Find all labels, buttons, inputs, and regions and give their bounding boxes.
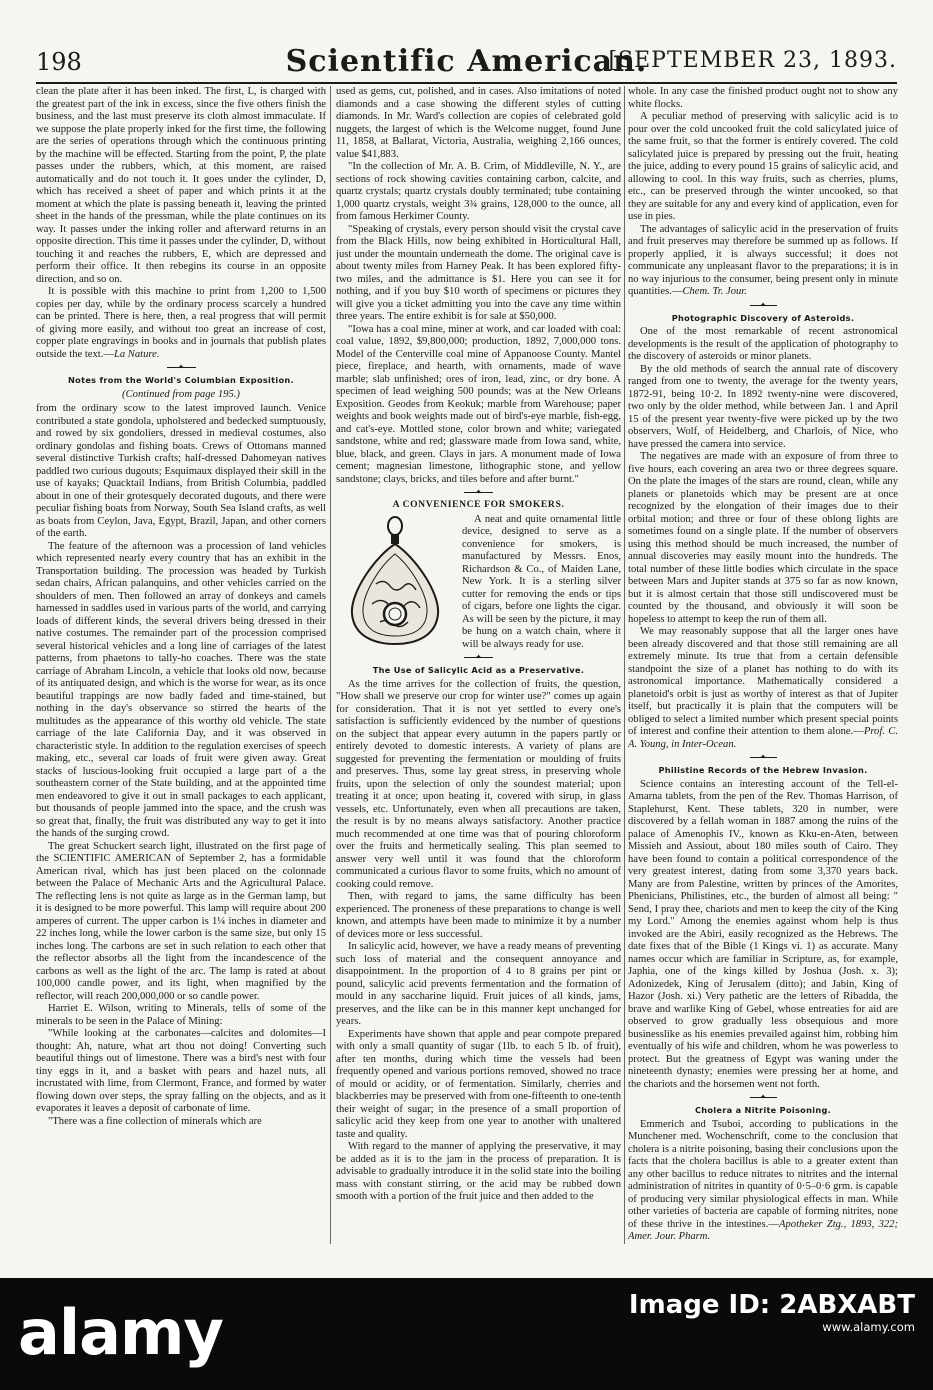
column-divider [624, 86, 625, 1244]
paragraph: The negatives are made with an exposure of from three to five hours, each covering an area two or three degrees square. On the plate the images of the stars are round, clean, while any planets or planetoids which may be present are at once recognized by the elongation of their images due to their orbital motion; and three or four of these oblong lights are sometimes found on a single plate. If the number of observers using this method should be much increased, the number of annual discoveries may easily mount into the hundreds. The total number of these little bodies which circulate in the space between Mars and Jupiter stands at 375 so far as now known, but it is almost certain that those still undiscovered must be counted by the thousand, and obviously it will soon be hopeless to attempt to keep the run of them all. [628, 451, 898, 625]
divider-ornament [628, 301, 898, 310]
divider-ornament [628, 1093, 898, 1102]
paragraph: "Speaking of crystals, every person should visit the crystal cave from the Black Hills, now being exhibited in Horticultural Hall, just under the mountain underneath the dome. The original cave is about twenty miles from Harney Peak. It has been explored fifty-two miles, and the admittance is $1. Here you can see it for nothing, and if you buy $10 worth of specimens or pictures they will give you a ticket admitting you into the cave any time within three years. The entire exhibit is for sale at $50,000. [336, 223, 621, 322]
paragraph: The advantages of salicylic acid in the preservation of fruits and fruit preserves may therefore be summed up as follows. If properly applied, it is always successful; it does not communicate any unpleasant flavor to the preparations; it is in no way injurious to the consumer, being present only in minute quantities.—Chem. Tr. Jour. [628, 223, 898, 297]
article-heading: Cholera a Nitrite Poisoning. [694, 1105, 832, 1115]
paragraph: Experiments have shown that apple and pear compote prepared with only a small quantity of sugar (1lb. to each 5 lb. of fruit), after ten months, during which time the vessels had been frequently opened and various portions removed, showed no trace of mould or acidity, or of fermentation. Similarly, cherries and blackberries may be preserved with from one-fifteenth to one-tenth their weight of sugar; in the presence of a small proportion of salicylic acid they keep from one year to another with unaltered taste and quality. [336, 1028, 621, 1140]
article-heading: Photographic Discovery of Asteroids. [671, 312, 855, 323]
paragraph: Emmerich and Tsuboi, according to publications in the Munchener med. Wochenschrift, come to the conclusion that cholera is a nitrite poisoning, basing their conclusions upon the facts that the cholera bacillus is able to a greater extent than any other bacillus to reduce nitrates to nitrites and the internal administration of nitrites in quantity of 0·5–0·6 grm. is capable of producing very similar physiological effects in man. While other varieties of bacteria are capable of forming nitrites, none of these thrive in the intestines.—Apotheker Ztg., 1893, 322; Amer. Jour. Pharm. [628, 1118, 898, 1242]
issue-date: [SEPTEMBER 23, 1893. [608, 48, 897, 73]
paragraph: A peculiar method of preserving with salicylic acid is to pour over the cold uncooked fruit the cold salicylated juice of the same fruit, so that the former is entirely covered. The cold salicylated juice is prepared by pressing out the fruit, heating the juice, adding to every pound 15 grains of salicylic acid, and allowing to cool. In this way fruits, such as cherries, plums, etc., can be preserved through the winter uncooked, so that they are suitable for any and every kind of application, even for use in pies. [628, 111, 898, 222]
source-citation: Chem. Tr. Jour. [682, 286, 747, 297]
site-url: www.alamy.com [822, 1320, 915, 1334]
paragraph: "In the collection of Mr. A. B. Crim, of Middleville, N. Y., are sections of rock showing cavities containing carbon, calcite, and quartz crystals; quartz crystals doubly terminated; tube containing 1,000 quartz crystals, weight 3¾ grains, 128,000 to the ounce, all from famous Herkimer County. [336, 161, 621, 222]
masthead: Scientific American. [285, 44, 648, 79]
paragraph: By the old methods of search the annual rate of discovery ranged from one to twenty, the average for the twenty years, 1872-91, being 10·2. In 1892 twenty-nine were discovered, two only by the older method, while between Jan. 1 and April 15 of the present year twenty-five were picked up by the two observers, Wolf, of Heidelberg, and Charlois, of Nice, who have pressed the camera into service. [628, 363, 898, 450]
paragraph: used as gems, cut, polished, and in cases. Also imitations of noted diamonds and a case showing the different styles of cutting diamonds. In Mr. Ward's collection are copies of celebrated gold nuggets, the largest of which is the Welcome nugget, found June 11, 1858, at Ballarat, Victoria, Australia, weighing 2,166 ounces, value $41,883. [336, 86, 621, 160]
paragraph: One of the most remarkable of recent astronomical developments is the result of the application of photography to the discovery of asteroids or minor planets. [628, 326, 898, 362]
header-rule [36, 82, 897, 84]
divider-ornament [336, 653, 621, 662]
paragraph: "There was a fine collection of minerals which are [48, 1115, 262, 1127]
stock-photo-banner [0, 1278, 933, 1390]
page-header [36, 44, 897, 80]
alamy-logo: alamy [18, 1296, 223, 1369]
column-2 [336, 86, 621, 1246]
cigar-cutter-illustration [336, 514, 454, 646]
paragraph: Then, with regard to jams, the same difficulty has been experienced. The proneness of these preparations to change is well known, and attempts have been made to minimize it by a number of devices more or less successful. [336, 891, 621, 940]
paragraph: Science contains an interesting account of the Tell-el-Amarna tablets, from the pen of the Rev. Thomas Harrison, of Staplehurst, Kent. These tablets, 320 in number, were discovered by a fellah woman in 1887 among the ruins of the palace of Amenophis IV., known as Kku-en-Aten, between Missieh and Assiout, about 180 miles south of Cairo. They have been found to contain a political correspondence of the very greatest interest, dating from some 3,370 years back. Many are from Palestine, written by princes of the Amorites, Phenicians, Philistines, etc., the burden of almost all being: " Send, I pray thee, chariots and men to keep the city of the King my Lord." Among the enemies against whom help is thus invoked are the Abiri, easily recognized as the Hebrews. The date fixes that of the Bible (1 Kings vi. 1) as accurate. Many names occur which are familiar in Scripture, as, for example, Japhia, one of the kings killed by Joshua (Josh. x. 3); Adonizedek, King of Jerusalem (ditto); and Jabin, King of Hazor (Josh. xi.) Very pathetic are the letters of Ribadda, the brave and warlike King of Gebel, whose entreaties for aid are observed to grow gradually less obsequious and more businesslike as his enemies prevailed against him, robbing him eventually of his wife and children, whom he was powerless to protect. But the greatness of Egypt was waning under the nineteenth dynasty; enemies were pressing her at home, and the chariots and the horsemen went not forth. [628, 778, 898, 1090]
cigar-cutter-icon [336, 514, 454, 646]
source-citation: La Nature. [113, 348, 160, 360]
paragraph: "While looking at the carbonates—calcites and dolomites—I thought: Ah, nature, what art thou not doing! Converting such beautiful things out of limestone. There was a bird's nest with four tiny eggs in it, and a basket with pears and hazel nuts, all incrustated with lime, from Clermont, France, and formed by water flowing down over steps, the spray falling on the objects, and as it evaporates it leaves a deposit of carbonate of lime. [36, 1028, 326, 1114]
paragraph: The feature of the afternoon was a procession of land vehicles which represented nearly every country that has an exhibit in the Transportation building. The procession was headed by Turkish sedan chairs, African palanquins, and other vehicles carried on the shoulders of men. Then followed an array of donkeys and camels harnessed in saddles used in various parts of the world, and carrying loads of different kinds, the several drivers being dressed in their native costumes. The remainder part of the procession comprised several historical vehicles and a long line of carriages of the latest patterns, from phaetons to tally-ho coaches. There was the state carriage of Abraham Lincoln, a vehicle that looks old now, because of its antiquated design, and which is the worse for wear, as its once beautiful trappings are now badly faded and time-stained, but nothing in the day's observance so stirred the hearts of the multitudes as the appearance of this worthy old vehicle. The state carriage of the late California Day, and it was observed in characteristic style. In addition to the regulation exercises of speech making, etc., several car loads of fruit were given away. Great stacks of luscious-looking fruit occupied a large part of a the southeastern corner of the State building, and at the appointed time men endeavored to give it out in small packages to each applicant, but thousands of people jammed into the space, and the crush was so great that, finally, the fruit was distributed any way to get it into the hands of the surging crowd. [36, 540, 326, 839]
column-3 [628, 86, 898, 1246]
column-1 [36, 86, 326, 1246]
paragraph: The great Schuckert search light, illustrated on the first page of the SCIENTIFIC AMERICAN of September 2, has a formidable American rival, which has just been placed on the colonnade between the Palace of Mechanic Arts and the Agricultural Palace. The reflecting lens is not quite as large as in the German lamp, but it is designed to be more powerful. This lamp will require about 200 amperes of current. The upper carbon is 1¼ inches in diameter and 22 inches long, while the lower carbon is the same size, but only 15 inches long. The carbons are set in such relation to each other that the reflector absorbs all the light from the incandescence of the carbons as well as the light of the arc. The lamp is rated at about 100,000 candle power, and its light, when magnified by the reflector, will reach 200,000,000 or so candle power. [36, 840, 326, 1002]
article-heading: A CONVENIENCE FOR SMOKERS. [392, 499, 565, 510]
paragraph: "Iowa has a coal mine, miner at work, and car loaded with coal: coal value, 1892, $9,800,000; production, 1892, 7,000,000 tons. Model of the Centerville coal mine of Appanoose County. Mantel piece, fireplace, and hearth, with ornaments, made of wave marble; slab unfinished; ores of iron, lead, zinc, or dry bone. A specimen of lead weighing 500 pounds; was at the New Orleans Exposition. Geodes from Keokuk; marble from Warehouse; paper weights and book weights made out of bird's-eye marble, fish-egg, and cat's-eye. Mottled stone, color brown and white; variegated sandstone, white and red; glassware made from Iowa sand, white, blue, black, and green. Clays in jars. A monument made of Iowa cement; magnesian limestone, lithographic stone, and yellow sandstone; clays, bricks, and tiles before and after burnt." [336, 323, 621, 485]
article-heading: The Use of Salicylic Acid as a Preservative. [372, 665, 585, 675]
paragraph: As the time arrives for the collection of fruits, the question, "How shall we preserve our crop for winter use?" comes up again for consideration. That it is not yet settled to every one's satisfaction is sufficiently evidenced by the number of questions on the subject that appear every autumn in the papers partly or entirely devoted to domestic interests. A variety of plans are suggested for preventing the fermentation or moulding of fruits and preserves. Thus, some lay great stress, in preserving whole fruits, upon the selection of only the soundest material; upon treating it at once; upon heating it, covered with sirup, in glass vessels, etc. Unfortunately, even when all precautions are taken, the result is by no means always satisfactory. Another practice much recommended at one time was that of pouring chloroform over the fruits and hermetically sealing. This plan seemed to answer very well until it was found that the chloroform communicated a curious flavor to some fruits, which no amount of cooking could remove. [336, 678, 621, 890]
article-heading: Notes from the World's Columbian Exposition. [68, 375, 294, 385]
divider-ornament [336, 488, 621, 497]
page-number: 198 [36, 48, 82, 76]
paragraph: from the ordinary scow to the latest improved launch. Venice contributed a state gondola, upholstered and bedecked sumptuously, and rowed by six gondoliers, dressed in medieval costumes, also ordinary gondolas and fishing boats. Crews of Ottomans manned several distinctive Turkish crafts; half-dressed Dahomeyan natives paddled two curious dugouts; Esquimaux displayed their skill in the use of kayaks; Quacktail Indians, from British Columbia, paddled about in one of their grotesquely decorated dugouts, and there were peculiar fishing boats from Norway, South Sea Island crafts, as well as boats from Ceylon, Java, Egypt, Brazil, Japan, and other corners of the earth. [36, 403, 326, 539]
stock-image-info [629, 1290, 915, 1335]
paragraph: whole. In any case the finished product ought not to show any white flocks. [628, 86, 898, 110]
source-citation: Apotheker Ztg., 1893, 322; Amer. Jour. Pharm. [628, 1218, 898, 1242]
source-citation: Prof. C. A. Young, in Inter-Ocean. [628, 726, 898, 750]
divider-ornament [628, 753, 898, 762]
image-id: Image ID: 2ABXABT [628, 1290, 915, 1320]
paragraph: In salicylic acid, however, we have a ready means of preventing such loss of material and the consequent annoyance and disappointment. In the proportion of 4 to 8 grains per pint or pound, salicylic acid prevents fermentation and the formation of mould in any saccharine liquid. Fruit juices of all kinds, jams, preserves, and the like can be in this manner kept unchanged for years. [336, 941, 621, 1027]
article-subheading: (Continued from page 195.) [122, 388, 240, 400]
paragraph: A neat and quite ornamental little device, designed to serve as a convenience for smokers, is manufactured by Messrs. Enos, Richardson & Co., of Maiden Lane, New York. It is a sterling silver cutter for removing the ends or tips of cigars, before one lights the cigar. As will be seen by the picture, it may be hung on a watch chain, where it will be always ready for use. [462, 513, 621, 650]
paragraph: We may reasonably suppose that all the larger ones have been already discovered and that those still remaining are all extremely minute. Its true that from a certain defensible standpoint the size of a planet has nothing to do with its astronomical importance. Mathematically considered a planetoid's orbit is just as worthy of interest as that of Jupiter itself, but practically it is plain that the computers will be obliged to select a limited number which present special points of interest and confine their attention to them alone.—Prof. C. A. Young, in Inter-Ocean. [628, 626, 898, 750]
article-heading: Philistine Records of the Hebrew Invasion. [658, 765, 868, 775]
paragraph: With regard to the manner of applying the preservative, it may be added as it is to the jam in the process of preparation. It is advisable to gradually introduce it in the solid state into the boiling mass with constant stirring, or the acid may be rubbed down smooth with a portion of the fruit juice and then added to the [336, 1141, 621, 1202]
paragraph: clean the plate after it has been inked. The first, L, is charged with the greatest part of the ink in excess, since the five others finish the business, and the last must preserve its cloth almost immaculate. If we suppose the plate properly inked for the first time, the following are the series of operations through which the continuous printing by the machine will be effected. Starting from the point, P, the plate passes under the rubbers, which, at this moment, are raised automatically and do not touch it. It goes under the cylinder, D, which has received a sheet of paper and which prints it at the moment at which the plate is passing beneath it, leaving the printed sheet in the hands of the pressman, while the plate continues on its way. It passes under the inking roller and afterward returns in an opposite direction. This time it passes under the cylinder, D, without touching it and reaches the rubbers, E, which are depressed and perform their office. It then rebegins its course in an opposite direction, and so on. [36, 86, 326, 285]
paragraph: It is possible with this machine to print from 1,200 to 1,500 copies per day, while by the ordinary process scarcely a hundred can be printed. There is here, then, a real progress that will permit of giving more easily, and without too great an increase of cost, copper plate engravings in books and in journals that publish plates outside the text.—La Nature. [36, 286, 326, 360]
divider-ornament [36, 363, 326, 372]
paragraph: Harriet E. Wilson, writing to Minerals, tells of some of the minerals to be seen in the Palace of Mining: [36, 1003, 326, 1027]
column-divider [330, 86, 331, 1244]
